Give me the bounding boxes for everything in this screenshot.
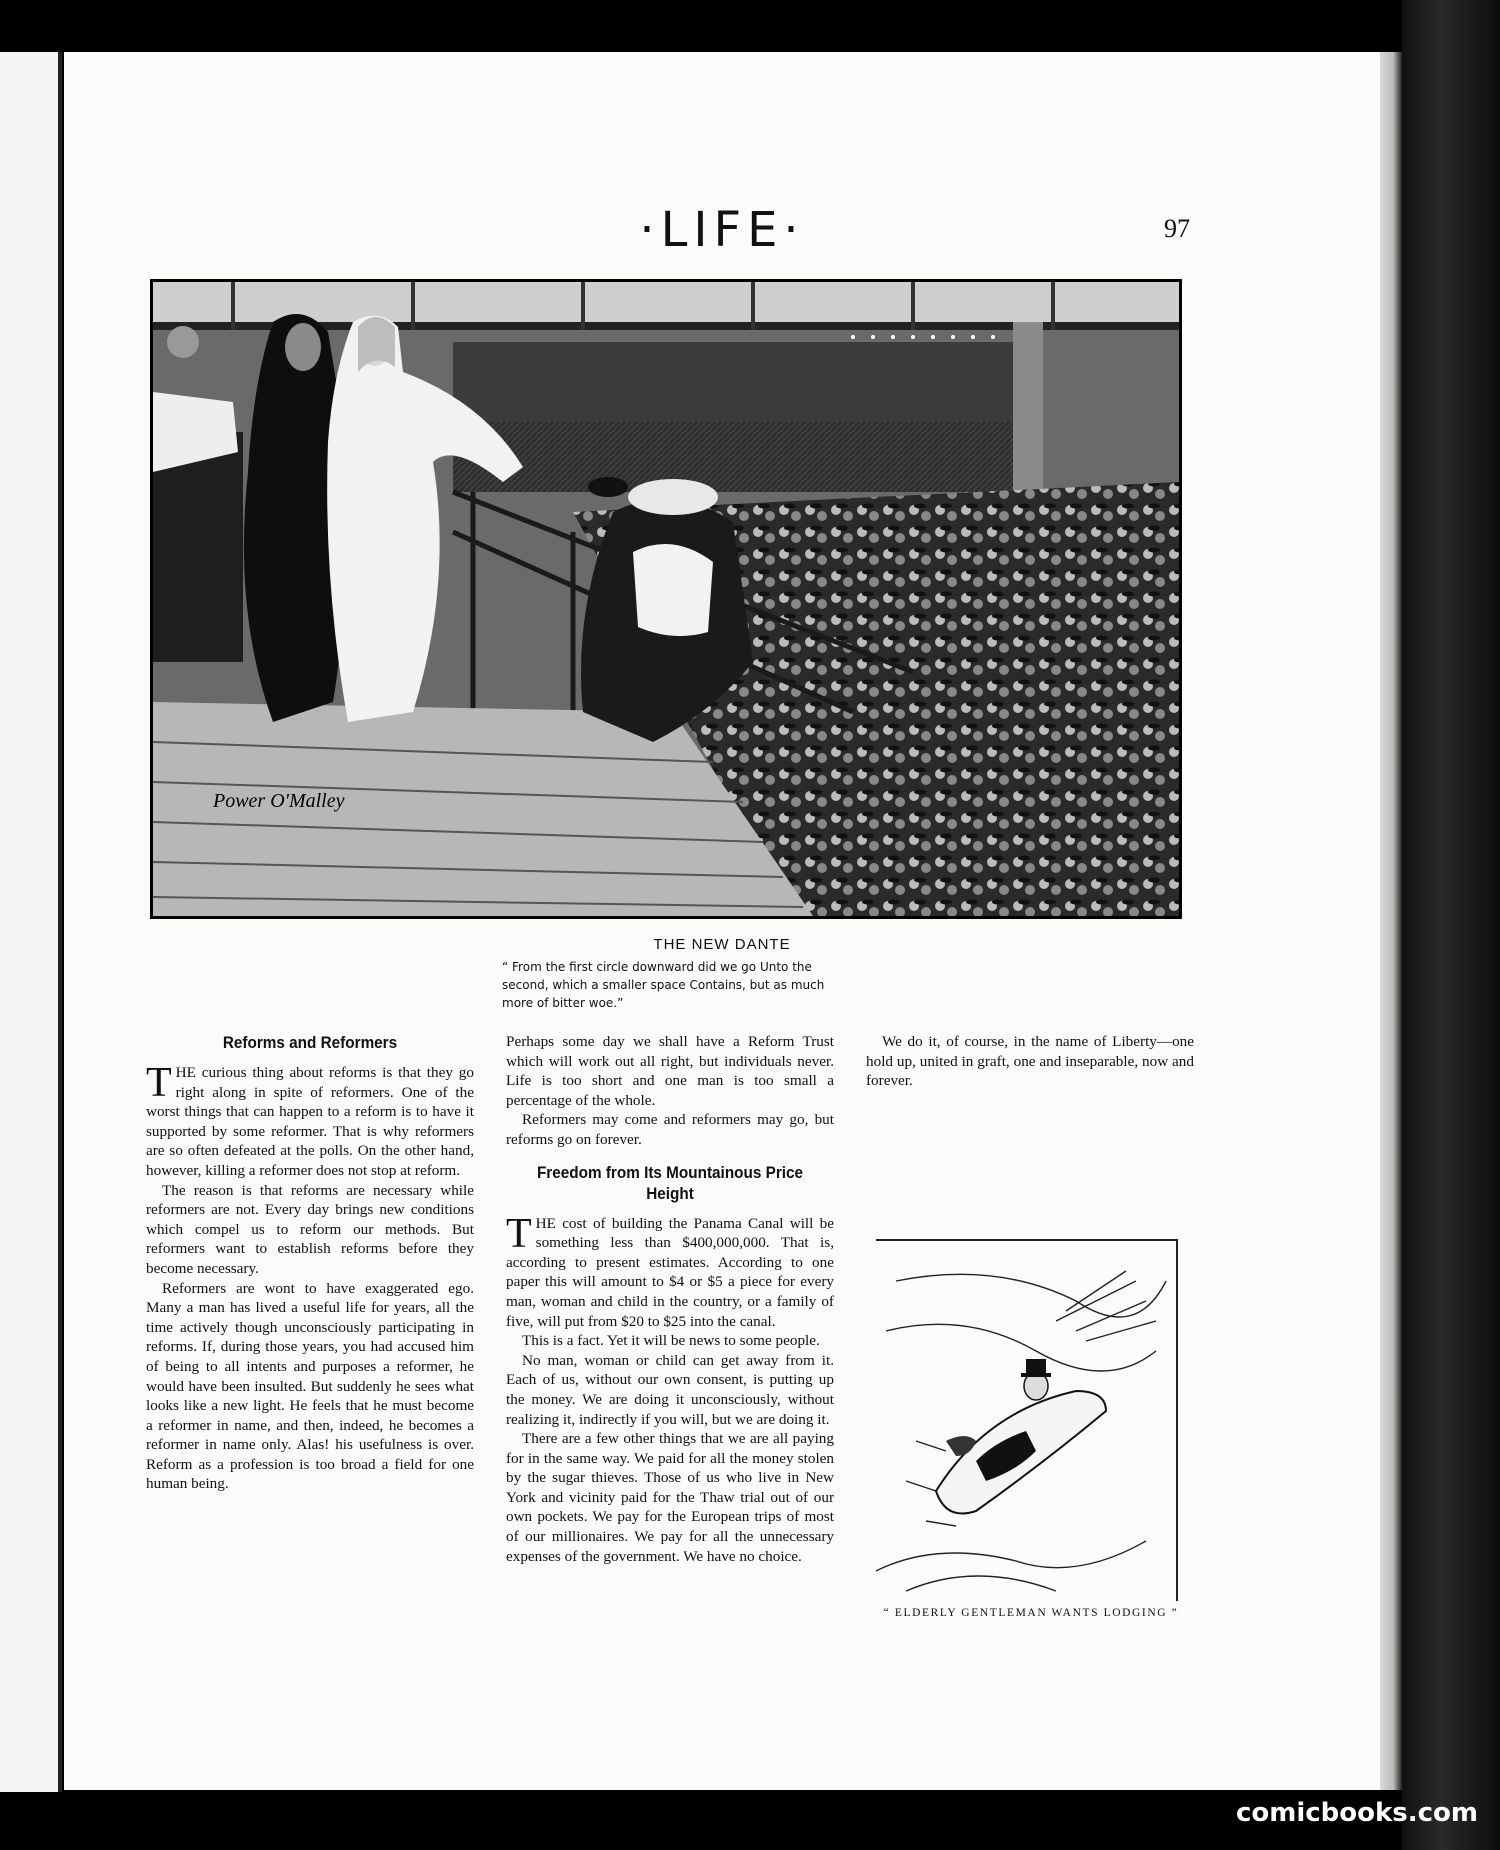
article-paragraph: We do it, of course, in the name of Liberty—one hold up, united in graft, one and inseparable, now and forever.: [866, 1033, 1194, 1090]
page-number: 97: [1164, 214, 1190, 243]
cartoon-drawing: [876, 1241, 1176, 1601]
illustration-title: THE NEW DANTE: [653, 936, 791, 953]
column-3: [866, 1032, 1194, 1091]
illustration-verse: “ From the first circle downward did we go Unto the second, which a smaller space Contains, but as much more of bitter woe.”: [502, 960, 825, 1010]
facing-page-edge: [0, 52, 62, 1792]
article-paragraph: There are a few other things that we are all paying for in the same way. We paid for all the money stolen by the sugar thieves. Those of us who live in New York and vicinity paid for the Thaw trial out of our own pockets. We pay for the European trips of most of our millionaires. We pay for all the unnecessary expenses of the government. We have no choice.: [506, 1430, 834, 1565]
article-paragraph: Reformers are wont to have exaggerated ego. Many a man has lived a useful life for years, all the time actively though unconsciously participating in reforms. If, during those years, you had accused him of being to all intents and purposes a reformer, he would have been insulted. But suddenly he sees what looks like a new light. He feels that he must become a reformer in name, and then, indeed, he becomes a reformer in name only. Alas! his usefulness is over. Reform as a profession is too broad a field for one human being.: [146, 1279, 474, 1493]
column-1: [146, 1032, 474, 1494]
drop-cap: T: [146, 1060, 172, 1106]
page-edge: [1380, 52, 1402, 1790]
article-paragraph: THE curious thing about reforms is that they go right along in spite of reformers. One of the worst things that can happen to a reform is to have it supported by some reformer. That is why reformers are so often defeated at the polls. On the other hand, however, killing a reformer does not stop at reform.: [146, 1060, 474, 1179]
new-dante-illustration: [150, 279, 1182, 919]
scan-border: [1402, 0, 1500, 1850]
article-paragraph: THE cost of building the Panama Canal will be something less than $400,000,000. That is, according to present estimates. According to one paper this will amount to $4 or $5 a piece for every man, woman and child in the country, or a family of five, will put from $20 to $25 into the canal.: [506, 1210, 834, 1330]
article-heading-freedom: Freedom from Its Mountainous Price Height: [536, 1162, 804, 1203]
magazine-page: [64, 52, 1380, 1790]
cartoon-caption: “ ELDERLY GENTLEMAN WANTS LODGING ”: [883, 1607, 1179, 1619]
article-heading-reforms: Reforms and Reformers: [222, 1033, 398, 1052]
watermark: comicbooks.com: [1235, 1798, 1478, 1828]
article-paragraph: The reason is that reforms are necessary while reformers are not. Every day brings new conditions which compel us to reform our methods. But reformers want to establish reforms before they become necessary.: [146, 1181, 474, 1277]
artist-signature: Power O'Malley: [213, 790, 345, 812]
article-paragraph: Perhaps some day we shall have a Reform Trust which will work out all right, but individuals never. Life is too short and one man is too small a percentage of the whole.: [506, 1033, 834, 1109]
article-paragraph: This is a fact. Yet it will be news to some people.: [522, 1332, 820, 1350]
column-2: [506, 1032, 834, 1566]
bobsled-cartoon: [876, 1239, 1178, 1601]
masthead: ·LIFE·: [639, 202, 805, 258]
article-paragraph: No man, woman or child can get away from it. Each of us, without our own consent, is putting up the money. We are doing it unconsciously, without realizing it, indirectly if you will, but we are doing it.: [506, 1351, 834, 1428]
drop-cap: T: [506, 1210, 532, 1257]
engraving-image: [153, 282, 1179, 916]
article-paragraph: Reformers may come and reformers may go, but reforms go on forever.: [506, 1111, 834, 1148]
